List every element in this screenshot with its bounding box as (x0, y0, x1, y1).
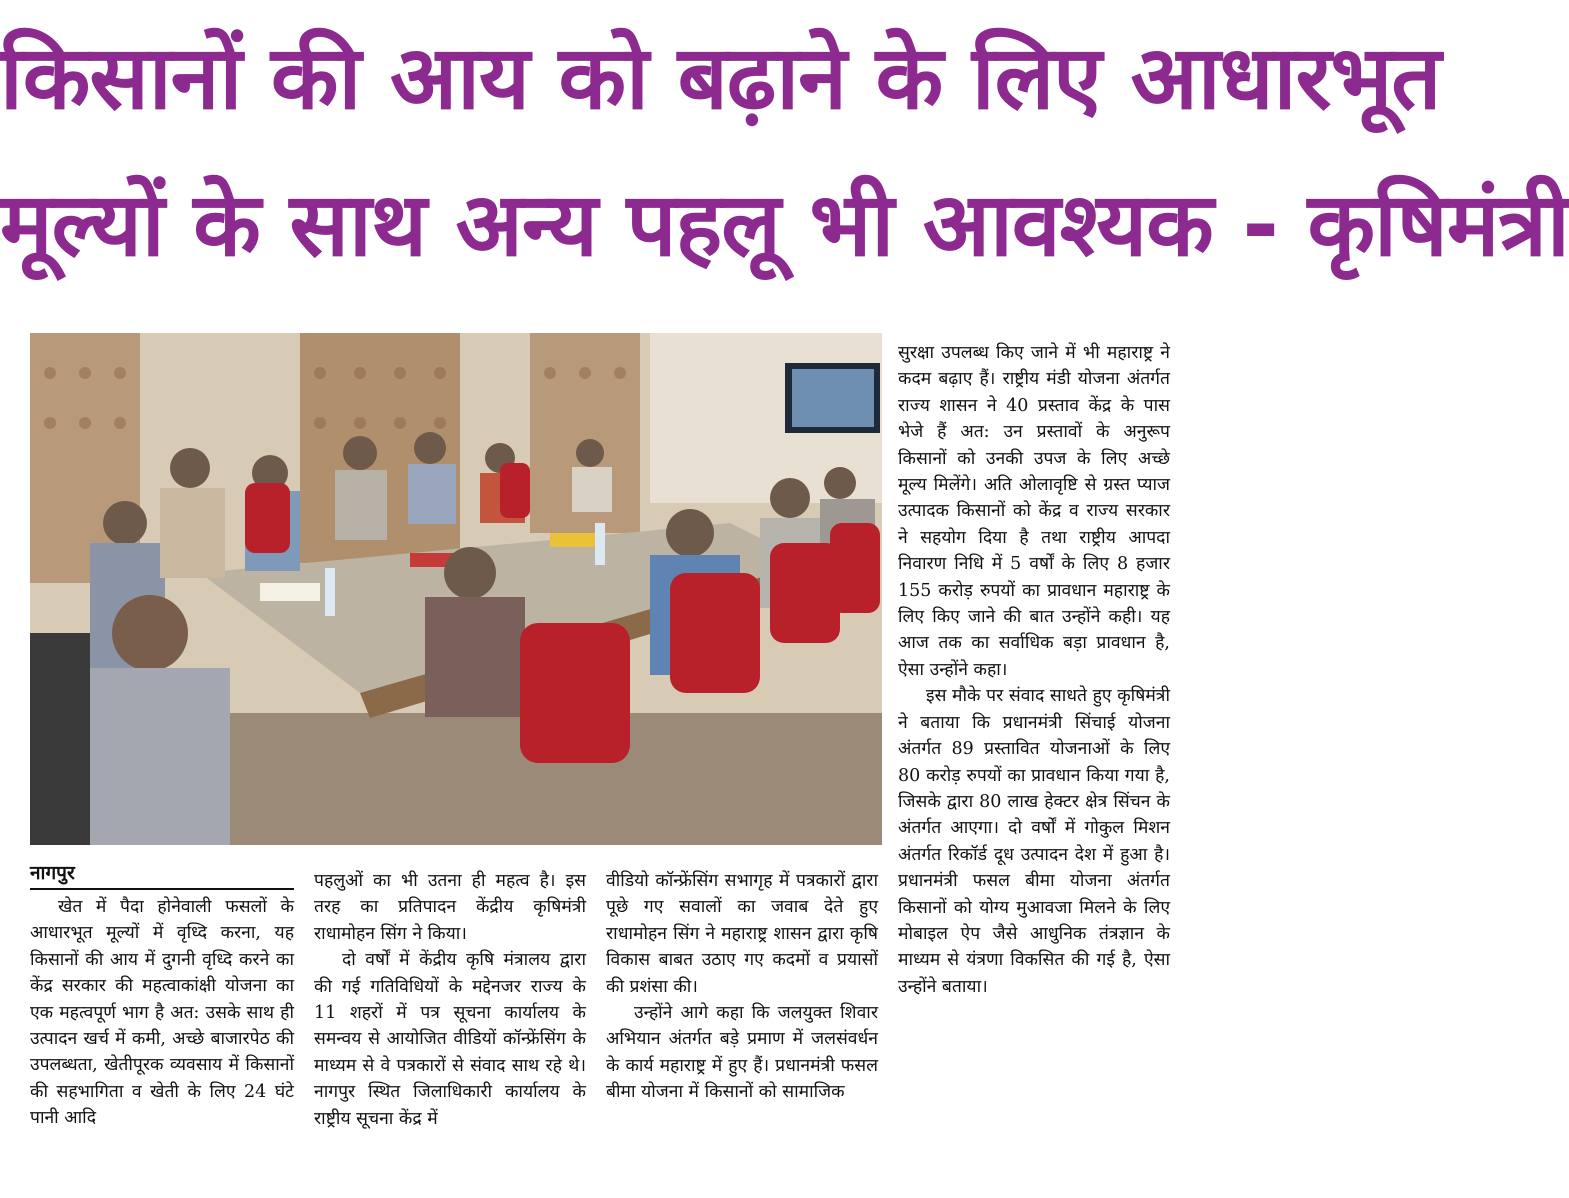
paragraph: खेत में पैदा होनेवाली फसलों के आधारभूत मूल्यों में वृध्दि करना, यह किसानों की आय में दुगनी वृध्दि करने का केंद्र सरकार की महत्वाकांक्षी योजना का एक महत्वपूर्ण भाग है अत: उसके साथ ही उत्पादन खर्च में कमी, अच्छे बाजारपेठ की उपलब्धता, खेतीपूरक व्यवसाय में किसानों की सहभागिता व खेती के लिए 24 घंटे पानी आदि (30, 897, 294, 1129)
headline (0, 0, 1569, 320)
paragraph: इस मौके पर संवाद साधते हुए कृषिमंत्री ने बताया कि प्रधानमंत्री सिंचाई योजना अंतर्गत 89 प्रस्तावित योजनाओं के लिए 80 करोड़ रुपयों का प्रावधान किया गया है, जिसके द्वारा 80 लाख हेक्टर क्षेत्र सिंचन के अंतर्गत आएगा। दो वर्षों में गोकुल मिशन अंतर्गत रिकॉर्ड दूध उत्पादन देश में हुआ है। प्रधानमंत्री फसल बीमा योजना अंतर्गत किसानों को योग्य मुआवजा मिलने के लिए मोबाइल ऐप जैसे आधुनिक तंत्रज्ञान के माध्यम से यंत्रणा विकसित की गई है, ऐसा उन्होंने बताया। (898, 686, 1170, 997)
article-column-2 (314, 868, 586, 1132)
paragraph: उन्होंने आगे कहा कि जलयुक्त शिवार अभियान अंतर्गत बड़े प्रमाण में जलसंवर्धन के कार्य महाराष्ट्र में हुए हैं। प्रधानमंत्री फसल बीमा योजना में किसानों को सामाजिक (606, 1003, 878, 1103)
meeting-photo (30, 333, 882, 845)
meeting-photo-icon (30, 333, 882, 845)
dateline: नागपुर (30, 860, 294, 890)
paragraph: दो वर्षों में केंद्रीय कृषि मंत्रालय द्वारा की गई गतिविधियों के मद्देनजर राज्य के 11 शहरों में पत्र सूचना कार्यालय के समन्वय से आयोजित वीडियों कॉन्फ्रेंसिंग के माध्यम से वे पत्रकारों से संवाद साथ रहे थे। नागपुर स्थित जिलाधिकारी कार्यालय के राष्ट्रीय सूचना केंद्र में (314, 950, 586, 1129)
paragraph: पहलुओं का भी उतना ही महत्व है। इस तरह का प्रतिपादन केंद्रीय कृषिमंत्री राधामोहन सिंग ने किया। (314, 871, 586, 944)
article-column-1 (30, 894, 294, 1132)
article-column-right (898, 340, 1170, 1000)
article-column-3 (606, 868, 878, 1106)
paragraph: सुरक्षा उपलब्ध किए जाने में भी महाराष्ट्र ने कदम बढ़ाए हैं। राष्ट्रीय मंडी योजना अंतर्गत राज्य शासन ने 40 प्रस्ताव केंद्र के पास भेजे हैं अत: उन प्रस्तावों के अनुरूप किसानों को उनकी उपज के लिए अच्छे मूल्य मिलेंगे। अति ओलावृष्टि से ग्रस्त प्याज उत्पादक किसानों को केंद्र व राज्य सरकार ने सहयोग दिया है तथा राष्ट्रीय आपदा निवारण निधि में 5 वर्षों के लिए 8 हजार 155 करोड़ रुपयों का प्रावधान महाराष्ट्र के लिए किए जाने की बात उन्होंने कही। यह आज तक का सर्वाधिक बड़ा प्रावधान है, ऐसा उन्होंने कहा। (898, 343, 1170, 680)
headline-line-1: किसानों की आय को बढ़ाने के लिए आधारभूत (0, 26, 1441, 129)
paragraph: वीडियो कॉन्फ्रेंसिंग सभागृह में पत्रकारों द्वारा पूछे गए सवालों का जवाब देते हुए राधामोहन सिंग ने महाराष्ट्र शासन द्वारा कृषि विकास बाबत उठाए गए कदमों व प्रयासों की प्रशंसा की। (606, 871, 878, 997)
headline-line-2: मूल्यों के साथ अन्य पहलू भी आवश्यक - कृषिमंत्री (0, 173, 1569, 276)
